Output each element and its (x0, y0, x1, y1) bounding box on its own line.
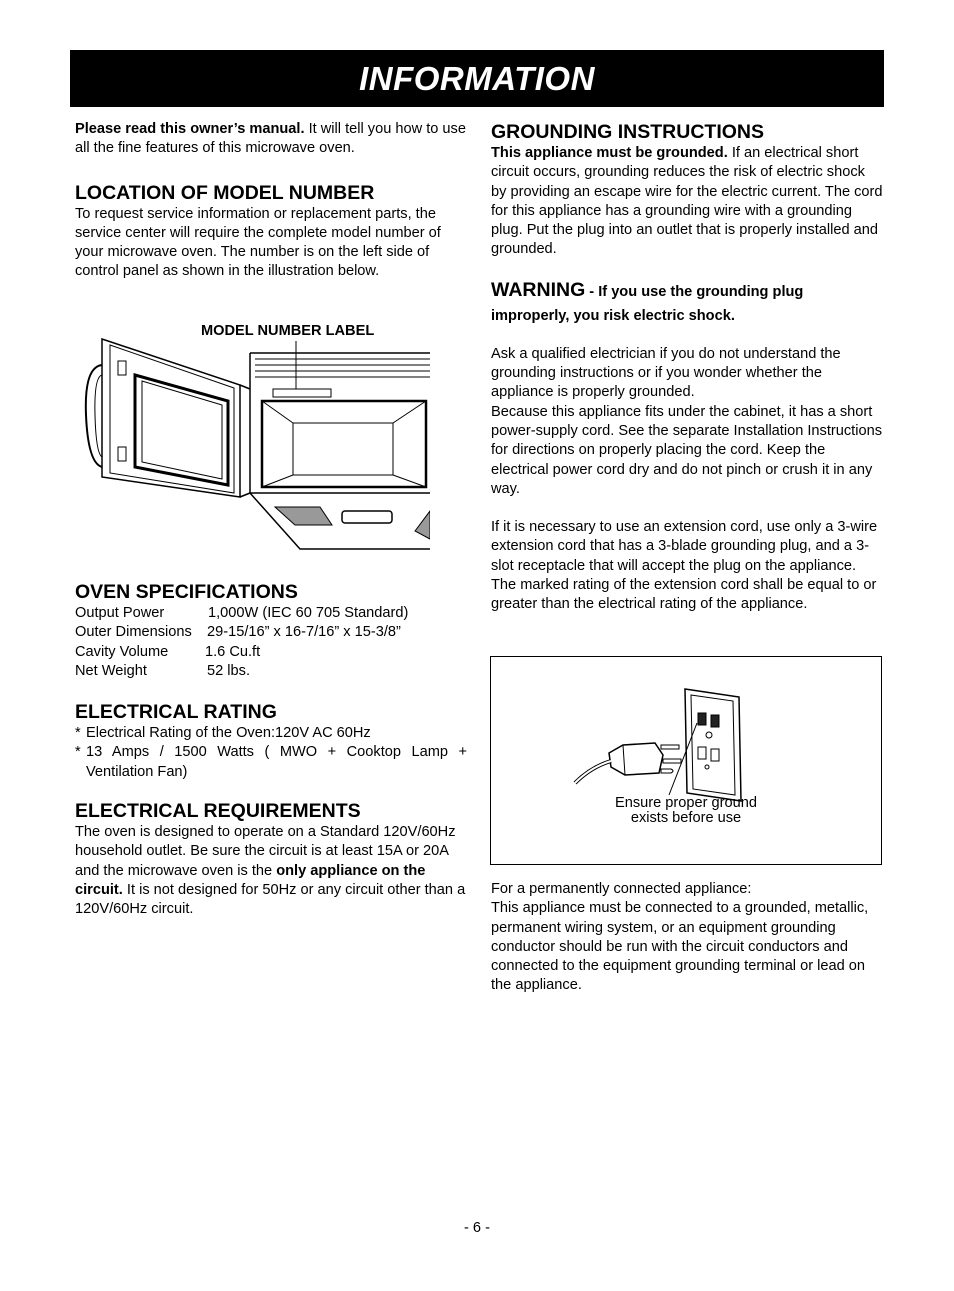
spec-row (75, 662, 467, 681)
warning-subtext: - If you use the grounding plug improperly, you risk electric shock. (491, 283, 804, 324)
spec-row (75, 643, 467, 662)
location-body: To request service information or replacement parts, the service center will require the complete model number of your microwave oven. The number is on the left side of control panel as shown in the illustration below. (75, 205, 441, 280)
rating-heading: ELECTRICAL RATING (75, 701, 277, 724)
requirements-bold: only appliance on the circuit. (75, 862, 426, 898)
spec-value: 29-15/16” x 16-7/16” x 15-3/8” (207, 624, 401, 641)
specs-heading: OVEN SPECIFICATIONS (75, 581, 298, 603)
rating-item (75, 724, 467, 743)
intro-text: It will tell you how to use all the fine features of this microwave oven. (75, 121, 466, 157)
warning-paragraph (491, 278, 883, 328)
rating-text: 13 Amps / 1500 Watts ( MWO + Cooktop Lamp + (86, 744, 467, 761)
right-column-lower (491, 880, 883, 996)
intro-bold: Please read this owner’s manual. (75, 121, 305, 137)
grounding-body (491, 144, 883, 260)
rating-item-continued (75, 763, 467, 782)
grounding-text: If an electrical short circuit occurs, grounding reduces the risk of electric shock by providing an escape wire for the electric current. The cord for this appliance has a grounding wire with a grounding plug. Put the plug into an outlet that is properly installed and grounded. (491, 145, 883, 258)
intro-paragraph (75, 120, 467, 159)
spec-key: Cavity Volume (75, 643, 169, 660)
spec-key: Outer Dimensions (75, 624, 192, 641)
grounding-heading: GROUNDING INSTRUCTIONS (491, 121, 764, 143)
requirements-body (75, 823, 467, 919)
spec-value: 52 lbs. (207, 662, 250, 679)
left-column (75, 120, 467, 282)
spec-key: Net Weight (75, 662, 147, 679)
spec-value: 1,000W (IEC 60 705 Standard) (208, 605, 409, 621)
location-heading: LOCATION OF MODEL NUMBER (75, 181, 375, 204)
page-banner (70, 50, 884, 107)
figure-caption-line2: exists before use (630, 810, 742, 826)
spec-row (75, 604, 467, 623)
bullet-mark: * (75, 744, 81, 761)
spec-row (75, 623, 467, 642)
warning-para-3: If it is necessary to use an extension cord, use only a 3-wire extension cord that has a 3-blade grounding plug, and a 3-slot receptacle that will accept the plug on the appliance. The marked rating of the extension cord shall be equal to or greater than the electrical rating of the appliance. (491, 519, 878, 613)
grounding-figure (490, 656, 882, 865)
figure-caption-line1: Ensure proper ground (615, 795, 757, 811)
spec-key: Output Power (75, 605, 165, 621)
right-column (491, 120, 883, 615)
rating-text: Ventilation Fan) (86, 763, 188, 780)
permanent-intro: For a permanently connected appliance: (491, 881, 752, 897)
rating-text: Electrical Rating of the Oven:120V AC 60Hz (86, 725, 371, 742)
model-number-label-caption: MODEL NUMBER LABEL (201, 323, 375, 339)
page-title: INFORMATION (359, 59, 595, 97)
rating-item (75, 743, 467, 762)
spec-value: 1.6 Cu.ft (205, 643, 261, 660)
requirements-heading: ELECTRICAL REQUIREMENTS (75, 800, 361, 823)
warning-heading: WARNING (491, 278, 586, 301)
plug-outlet-illustration (571, 683, 751, 803)
requirements-text: The oven is designed to operate on a Standard 120V/60Hz household outlet. Be sure the circuit is at least 15A or 20A and the microwave oven is the (75, 824, 456, 879)
grounding-bold: This appliance must be grounded. (491, 145, 728, 161)
bullet-mark: * (75, 725, 81, 742)
requirements-text-end: It is not designed for 50Hz or any circuit other than a 120V/60Hz circuit. (75, 881, 466, 918)
warning-para-2: Because this appliance fits under the cabinet, it has a short power-supply cord. See the separate Installation Instructions for directions on properly placing the cord. Keep the electrical power cord dry and do not pinch or crush it in any way. (491, 403, 883, 497)
permanent-body: This appliance must be connected to a grounded, metallic, permanent wiring system, or an equipment grounding conductor should be run with the circuit conductors and connected to the equipment grounding terminal or lead on the appliance. (491, 900, 869, 994)
left-column-lower (75, 580, 467, 920)
warning-para-1: Ask a qualified electrician if you do not understand the grounding instructions or if you wonder whether the appliance is properly grounded. (491, 345, 841, 401)
page-number: - 6 - (464, 1220, 490, 1236)
microwave-illustration (80, 335, 430, 555)
